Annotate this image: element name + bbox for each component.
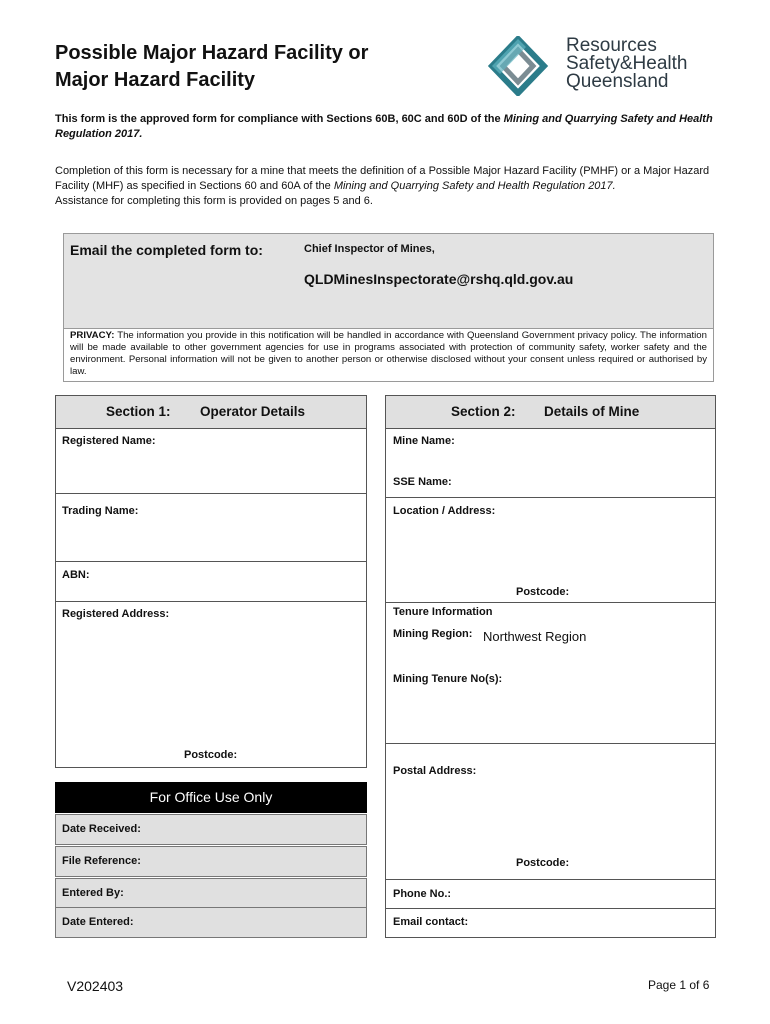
location-postcode-label: Postcode:: [516, 586, 570, 598]
completion-regulation: Mining and Quarrying Safety and Health Regulation 2017.: [333, 180, 616, 192]
sse-name-label: SSE Name:: [393, 476, 452, 488]
postal-address-label: Postal Address:: [393, 765, 477, 777]
logo-line-2: Safety&Health: [566, 53, 688, 74]
approved-regulation: Mining and Quarrying Safety and Health Regulation 2017.: [55, 113, 713, 140]
section-2-number: Section 2:: [451, 404, 516, 419]
completion-text: Completion of this form is necessary for a mine that meets the definition of a Possible Major Hazard Facility (PMHF) or a Major Hazard Facility (MHF) as specified in Sections 60 and 60A of the: [55, 165, 710, 192]
assistance-text: Assistance for completing this form is provided on pages 5 and 6.: [55, 195, 373, 207]
email-address-link[interactable]: QLDMinesInspectorate@rshq.qld.gov.au: [304, 271, 574, 287]
date-received-label: Date Received:: [62, 823, 141, 835]
registered-name-field[interactable]: [56, 428, 366, 493]
registered-name-label: Registered Name:: [62, 435, 156, 447]
approved-text: This form is the approved form for compliance with Sections 60B, 60C and 60D of the: [55, 113, 501, 125]
version-number: V202403: [67, 978, 124, 994]
privacy-label: PRIVACY:: [70, 330, 115, 341]
mine-name-label: Mine Name:: [393, 435, 455, 447]
registered-postcode-label: Postcode:: [184, 749, 238, 761]
date-entered-row[interactable]: [55, 907, 367, 938]
section-1-operator-details: [55, 395, 367, 768]
approved-form-statement: [55, 112, 715, 142]
section-1-header: [56, 396, 366, 429]
location-label: Location / Address:: [393, 505, 496, 517]
page-number: Page 1 of 6: [648, 978, 710, 992]
email-label: Email the completed form to:: [70, 242, 263, 258]
entered-by-row[interactable]: [55, 878, 367, 909]
title-line-2: Major Hazard Facility: [55, 69, 256, 91]
title-line-1: Possible Major Hazard Facility or: [55, 42, 369, 64]
section-1-title: Operator Details: [200, 404, 306, 419]
mining-region-label: Mining Region:: [393, 628, 473, 640]
email-recipient: Chief Inspector of Mines,: [304, 243, 435, 255]
sse-name-field[interactable]: [386, 468, 715, 496]
mining-region-value[interactable]: Northwest Region: [483, 629, 587, 644]
section-2-mine-details: [385, 395, 716, 938]
abn-label: ABN:: [62, 569, 90, 581]
privacy-text: The information you provide in this notification will be handled in accordance with Queensland Government privacy policy. The information will be made available to other government agencies for use in programs associated with protection of community safety, worker safety and the environment. Personal information will not be given to another person or otherwise disclosed without your consent unless required or authorised by law.: [70, 330, 707, 377]
date-received-row[interactable]: [55, 814, 367, 845]
section-1-number: Section 1:: [106, 404, 171, 419]
phone-label: Phone No.:: [393, 888, 452, 900]
tenure-nos-label: Mining Tenure No(s):: [393, 673, 503, 685]
trading-name-label: Trading Name:: [62, 505, 139, 517]
divider: [386, 602, 715, 603]
email-contact-field[interactable]: [386, 909, 715, 937]
phone-field[interactable]: [386, 880, 715, 908]
date-entered-label: Date Entered:: [62, 916, 134, 928]
logo-line-1: Resources: [566, 35, 657, 56]
completion-statement: [55, 164, 715, 209]
mine-name-field[interactable]: [386, 428, 715, 468]
rshq-logo-icon: [488, 36, 554, 96]
registered-address-field[interactable]: [56, 602, 366, 767]
logo-line-3: Queensland: [566, 71, 669, 92]
section-2-title: Details of Mine: [544, 404, 640, 419]
registered-address-label: Registered Address:: [62, 608, 170, 620]
file-reference-row[interactable]: [55, 846, 367, 877]
entered-by-label: Entered By:: [62, 887, 124, 899]
section-2-header: [386, 396, 715, 429]
abn-field[interactable]: [56, 562, 366, 601]
email-contact-label: Email contact:: [393, 916, 469, 928]
tenure-info-label: Tenure Information: [393, 606, 493, 618]
office-use-heading: For Office Use Only: [55, 782, 367, 813]
logo-wordmark: [566, 37, 687, 91]
trading-name-field[interactable]: [56, 494, 366, 561]
form-title: [55, 40, 475, 94]
file-reference-label: File Reference:: [62, 855, 141, 867]
tenure-nos-field[interactable]: [386, 666, 715, 742]
postal-postcode-label: Postcode:: [516, 857, 570, 869]
privacy-notice: [63, 329, 714, 382]
